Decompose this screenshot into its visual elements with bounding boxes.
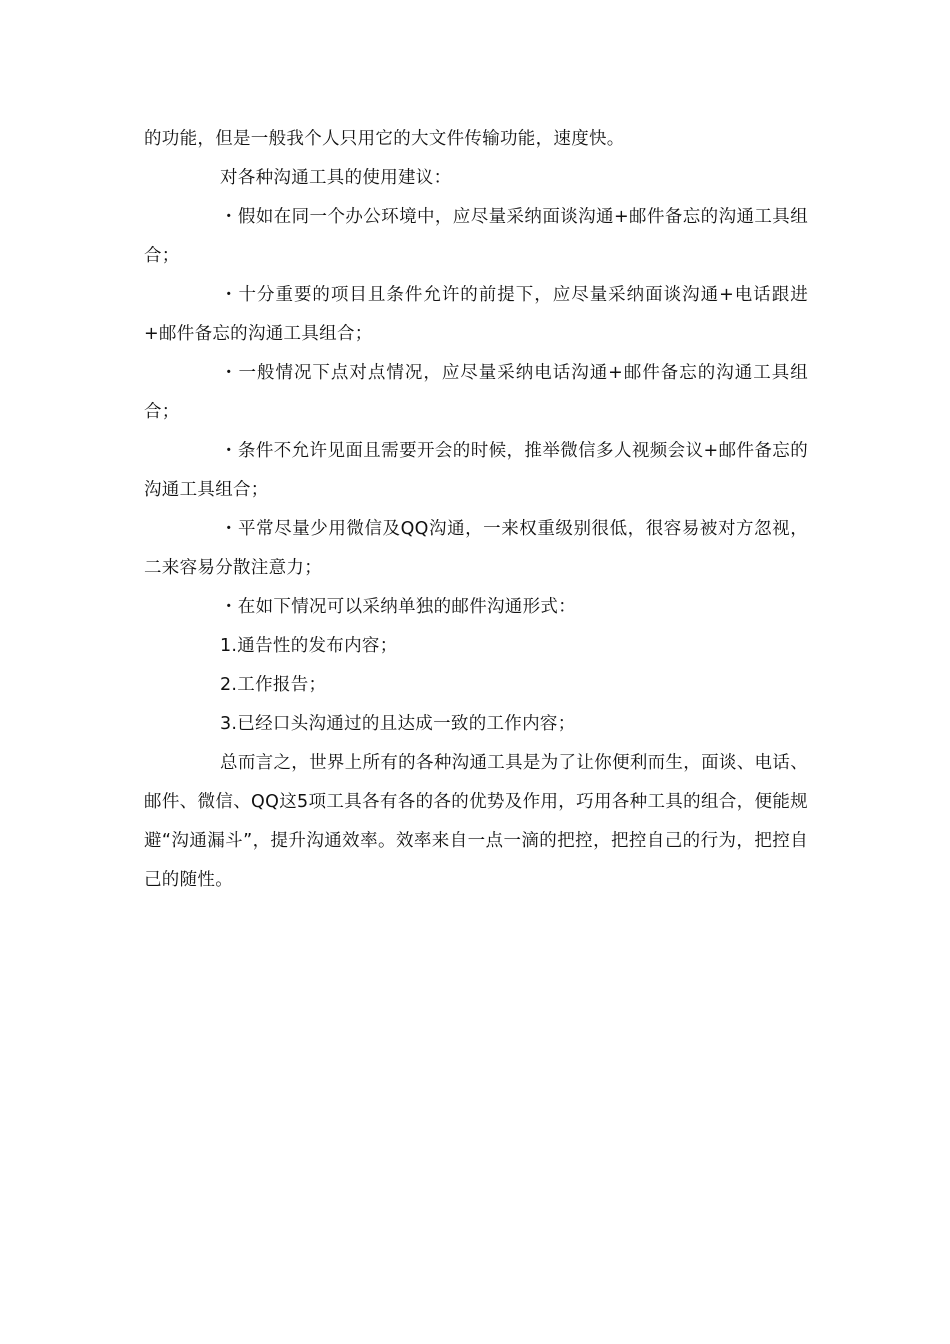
body-text [144,120,808,900]
numbered-item: 1.通告性的发布内容； [220,636,398,656]
bullet-item: ・平常尽量少用微信及QQ沟通，一来权重级别很低，很容易被对方忽视，二来容易分散注意力； [144,519,808,578]
bullet-item: ・假如在同一个办公环境中，应尽量采纳面谈沟通+邮件备忘的沟通工具组合； [144,207,808,266]
continued-paragraph: 的功能，但是一般我个人只用它的大文件传输功能，速度快。 [144,129,625,149]
numbered-item: 3.已经口头沟通过的且达成一致的工作内容； [220,714,576,734]
bullet-item: ・一般情况下点对点情况，应尽量采纳电话沟通+邮件备忘的沟通工具组合； [144,363,808,422]
bullet-item: ・条件不允许见面且需要开会的时候，推举微信多人视频会议+邮件备忘的沟通工具组合； [144,441,808,500]
bullet-item: ・十分重要的项目且条件允许的前提下，应尽量采纳面谈沟通+电话跟进+邮件备忘的沟通工具组合； [144,285,808,344]
advice-heading: 对各种沟通工具的使用建议： [220,168,452,188]
numbered-item: 2.工作报告； [220,675,327,695]
bullet-item: ・在如下情况可以采纳单独的邮件沟通形式： [220,597,576,617]
conclusion-paragraph: 总而言之，世界上所有的各种沟通工具是为了让你便利而生，面谈、电话、邮件、微信、QQ这5项工具各有各的各的优势及作用，巧用各种工具的组合，便能规避“沟通漏斗”，提升沟通效率。效率来自一点一滴的把控，把控自己的行为，把控自己的随性。 [144,753,808,890]
